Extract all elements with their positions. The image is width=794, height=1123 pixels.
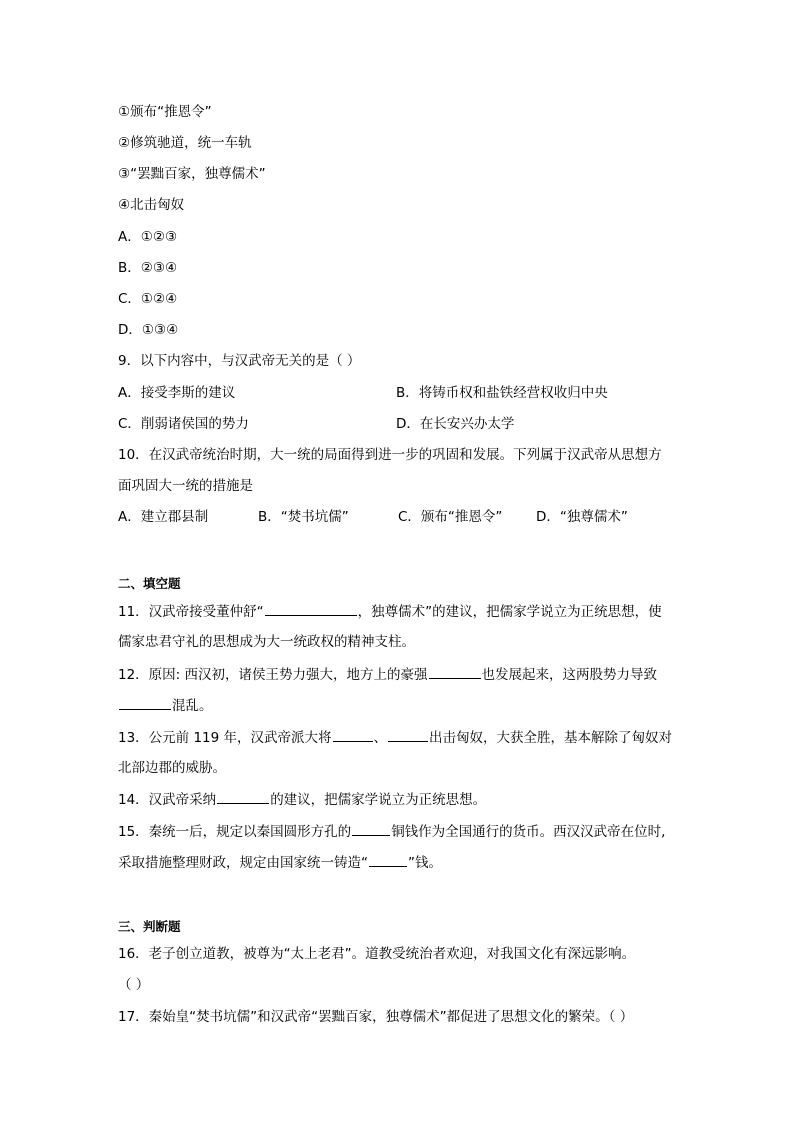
q13-line2: 北部边郡的威胁。 bbox=[118, 760, 226, 776]
q13-blank-1[interactable] bbox=[333, 727, 373, 742]
q12-blank-2[interactable] bbox=[119, 695, 171, 710]
q12-line1 bbox=[118, 664, 657, 685]
q13-line1 bbox=[118, 727, 672, 748]
q11-text-a: 11．汉武帝接受董仲舒“ bbox=[118, 604, 264, 620]
q10-options bbox=[118, 507, 628, 527]
list-item-2: ②修筑驰道，统一车轨 bbox=[118, 135, 252, 151]
q10-option-c: C．颁布“推恩令” bbox=[398, 509, 503, 525]
q15-text-b: 铜钱作为全国通行的货币。西汉汉武帝在位时, bbox=[391, 824, 666, 840]
q12-blank-1[interactable] bbox=[429, 664, 481, 679]
q15-text-d: ”钱。 bbox=[408, 855, 442, 871]
q10-option-b: B．“焚书坑儒” bbox=[258, 509, 349, 525]
q13-text-b: 出击匈奴，大获全胜，基本解除了匈奴对 bbox=[429, 730, 673, 746]
q15-text-a: 15．秦统一后，规定以秦国圆形方孔的 bbox=[118, 824, 352, 840]
section-3-title: 三、判断题 bbox=[118, 919, 181, 934]
q13-separator: 、 bbox=[373, 730, 388, 746]
q9-option-c: C．削弱诸侯国的势力 bbox=[118, 416, 249, 432]
q9-stem: 9．以下内容中，与汉武帝无关的是（ ） bbox=[118, 353, 361, 369]
q12-line2 bbox=[118, 695, 213, 716]
q8-option-b: B．②③④ bbox=[118, 260, 178, 276]
q17-line1: 17．秦始皇“焚书坑儒”和汉武帝“罢黜百家，独尊儒术”都促进了思想文化的繁荣。（ ） bbox=[118, 1009, 634, 1025]
q15-blank-2[interactable] bbox=[369, 852, 407, 867]
q10-option-d: D．“独尊儒术” bbox=[536, 509, 628, 525]
q11-text-b: ，独尊儒术”的建议，把儒家学说立为正统思想，使 bbox=[357, 604, 662, 620]
q15-text-c: 采取措施整理财政，规定由国家统一铸造“ bbox=[118, 855, 368, 871]
list-item-4: ④北击匈奴 bbox=[118, 197, 185, 213]
q10-option-a: A．建立郡县制 bbox=[118, 509, 209, 525]
q8-option-d: D．①③④ bbox=[118, 322, 179, 338]
q12-text-b: 也发展起来，这两股势力导致 bbox=[481, 667, 658, 683]
list-item-3: ③“罢黜百家，独尊儒术” bbox=[118, 166, 266, 182]
q12-text-a: 12．原因: 西汉初，诸侯王势力强大，地方上的豪强 bbox=[118, 667, 428, 683]
q8-option-a: A．①②③ bbox=[118, 229, 178, 245]
q14-text-b: 的建议，把儒家学说立为正统思想。 bbox=[270, 792, 487, 808]
q13-blank-2[interactable] bbox=[388, 727, 428, 742]
q9-option-a: A．接受李斯的建议 bbox=[118, 385, 236, 401]
q15-line2 bbox=[118, 852, 442, 873]
q9-option-b: B．将铸币权和盐铁经营权收归中央 bbox=[396, 385, 608, 401]
q8-option-c: C．①②④ bbox=[118, 291, 178, 307]
q10-stem-line1: 10．在汉武帝统治时期，大一统的局面得到进一步的巩固和发展。下列属于汉武帝从思想方 bbox=[118, 447, 662, 463]
q14-blank[interactable] bbox=[217, 789, 269, 804]
q11-line1 bbox=[118, 601, 662, 622]
section-2-title: 二、填空题 bbox=[118, 576, 181, 591]
q15-line1 bbox=[118, 821, 665, 842]
q16-line2: （ ） bbox=[118, 977, 150, 993]
q11-blank[interactable] bbox=[265, 601, 357, 616]
q15-blank-1[interactable] bbox=[352, 821, 390, 836]
q10-stem-line2: 面巩固大一统的措施是 bbox=[118, 478, 253, 494]
q14-text-a: 14．汉武帝采纳 bbox=[118, 792, 217, 808]
q13-text-a: 13．公元前 119 年，汉武帝派大将 bbox=[118, 730, 332, 746]
list-item-1: ①颁布“推恩令” bbox=[118, 104, 212, 120]
q14-line1 bbox=[118, 789, 486, 810]
q16-line1: 16．老子创立道教，被尊为“太上老君”。道教受统治者欢迎，对我国文化有深远影响。 bbox=[118, 946, 636, 962]
q9-option-d: D．在长安兴办太学 bbox=[396, 416, 515, 432]
q12-text-c: 混乱。 bbox=[172, 698, 213, 714]
q11-line2: 儒家忠君守礼的思想成为大一统政权的精神支柱。 bbox=[118, 634, 415, 650]
